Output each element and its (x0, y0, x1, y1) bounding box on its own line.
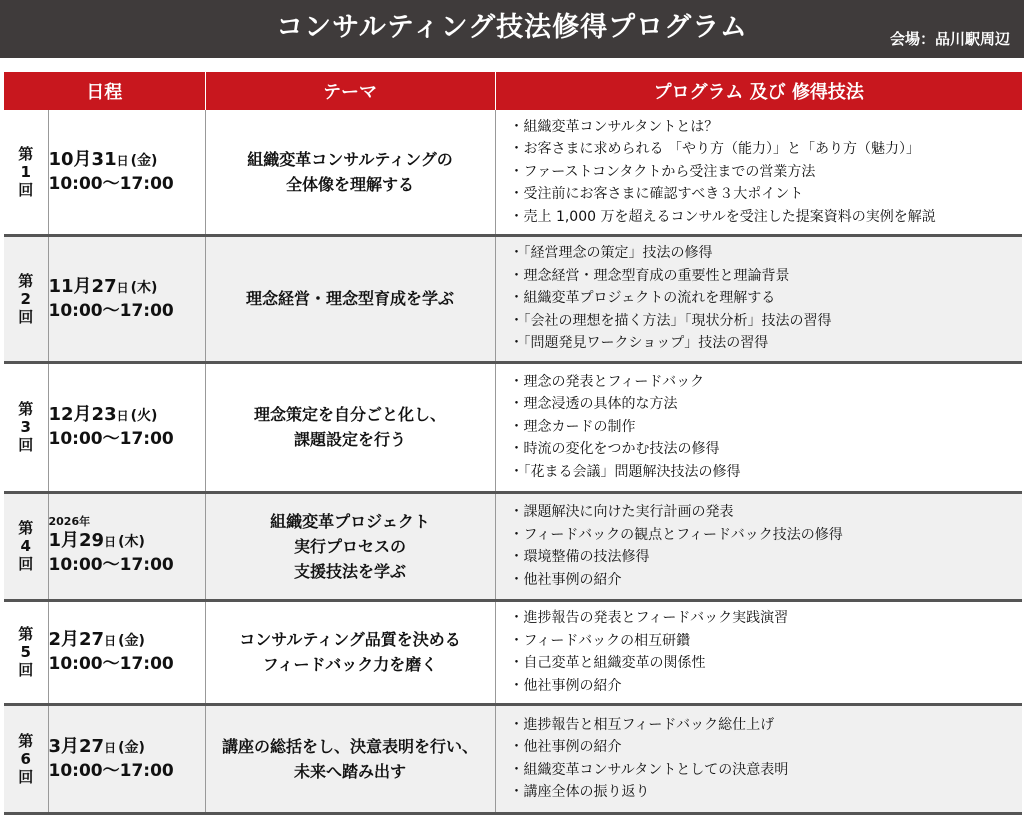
table-row (4, 110, 1022, 235)
session-label-char: 回 (18, 767, 34, 786)
date-weekday: (火) (130, 408, 158, 424)
program-list (496, 501, 1023, 591)
date-day (49, 735, 205, 760)
page-title: コンサルティング技法修得プログラム (276, 12, 748, 43)
session-date (48, 362, 205, 492)
list-item: ・ファーストコンタクトから受注までの営業方法 (509, 163, 816, 180)
session-label-char: 回 (18, 661, 34, 679)
column-header-theme: テーマ (205, 72, 495, 110)
theme-line: 実行プロセスの (293, 536, 406, 556)
session-label-char: 6 (20, 749, 31, 768)
schedule-table (4, 72, 1022, 815)
date-day-unit: 日 (104, 535, 117, 549)
list-item: ・組織変革プロジェクトの流れを理解する (509, 290, 776, 307)
column-header-schedule: 日程 (4, 72, 205, 110)
session-program (495, 362, 1022, 492)
date-month-day: 2月27 (48, 629, 105, 650)
session-label-char: 4 (20, 537, 31, 555)
session-label-char: 第 (18, 625, 34, 643)
theme-line: 理念経営・理念型育成を学ぶ (245, 289, 454, 308)
session-theme (205, 362, 495, 492)
list-item: ・フィードバックの観点とフィードバック技法の修得 (509, 526, 843, 543)
table-header-row (4, 72, 1022, 110)
column-header-program: プログラム 及び 修得技法 (495, 72, 1022, 110)
theme-line: 講座の総括をし、決意表明を行い、 (221, 736, 478, 756)
session-label-char: 回 (18, 307, 34, 326)
session-date (48, 110, 205, 235)
date-month-day: 1月29 (48, 530, 105, 551)
date-day-unit: 日 (104, 740, 117, 755)
date-day-unit: 日 (104, 634, 117, 648)
session-label-char: 第 (18, 144, 34, 163)
session-label-char: 第 (18, 731, 34, 750)
session-time: 10:00～17:00 (48, 429, 174, 449)
list-item: ・理念の発表とフィードバック (509, 373, 705, 390)
session-label-char: 回 (18, 436, 34, 454)
session-label-char: 第 (18, 400, 34, 418)
session-label-char: 5 (20, 643, 31, 661)
list-item: ・受注前にお客さまに確認すべき３大ポイント (509, 186, 804, 202)
date-day (49, 403, 205, 428)
session-label-char: 回 (18, 180, 34, 199)
list-item: ・講座全体の振り返り (509, 784, 650, 800)
theme-line: 支援技法を学ぶ (293, 561, 406, 581)
session-program (495, 235, 1022, 362)
session-program (495, 704, 1022, 813)
session-time: 10:00～17:00 (48, 654, 174, 674)
session-label-char: 3 (20, 418, 31, 436)
session-program (495, 492, 1022, 600)
table-row (4, 600, 1022, 704)
program-list (496, 607, 1023, 697)
list-item: ・進捗報告と相互フィードバック総仕上げ (509, 716, 775, 733)
session-theme (205, 600, 495, 704)
program-list (496, 242, 1023, 355)
list-item: ・「経営理念の策定」技法の修得 (509, 245, 713, 262)
date-day (49, 529, 205, 554)
program-list (496, 714, 1023, 804)
session-theme (205, 492, 495, 600)
session-time: 10:00～17:00 (48, 173, 174, 194)
session-number (4, 362, 48, 492)
program-list (496, 371, 1023, 484)
list-item: ・環境整備の技法修得 (509, 549, 650, 565)
date-year: 2026年 (48, 515, 91, 528)
list-item: ・進捗報告の発表とフィードバック実践演習 (509, 610, 789, 626)
list-item: ・他社事例の紹介 (509, 571, 622, 588)
list-item: ・理念経営・理念型育成の重要性と理論背景 (509, 267, 790, 284)
list-item: ・お客さまに求められる 「やり方（能力）」と「あり方（魅力）」 (509, 141, 920, 157)
session-number (4, 600, 48, 704)
list-item: ・他社事例の紹介 (509, 677, 622, 694)
table-row (4, 704, 1022, 813)
list-item: ・売上 1,000 万を超えるコンサルを受注した提案資料の実例を解説 (509, 208, 936, 225)
list-item: ・組織変革コンサルタントとは？ (509, 118, 719, 135)
theme-line: コンサルティング品質を決める (239, 630, 461, 649)
date-weekday: (金) (130, 152, 158, 169)
theme-line: フィードバック力を磨く (262, 655, 438, 674)
list-item: ・理念カードの制作 (509, 418, 636, 435)
session-time: 10:00～17:00 (48, 760, 174, 781)
date-weekday: (木) (130, 279, 158, 296)
theme-line: 組織変革コンサルティングの (247, 149, 453, 169)
session-number (4, 235, 48, 362)
theme-line: 理念策定を自分ごと化し、 (253, 405, 446, 424)
date-weekday: (木) (118, 534, 145, 550)
session-time: 10:00～17:00 (48, 555, 174, 575)
theme-line: 未来へ踏み出す (293, 761, 406, 781)
venue-label: 会場：品川駅周辺 (889, 30, 1010, 48)
session-date (48, 704, 205, 813)
list-item: ・他社事例の紹介 (509, 739, 622, 755)
session-label-char: 2 (20, 289, 31, 308)
table-body (4, 110, 1022, 813)
date-day (49, 148, 205, 173)
title-bar (0, 0, 1024, 58)
date-day-unit: 日 (116, 280, 129, 295)
session-time: 10:00～17:00 (48, 300, 174, 321)
session-number (4, 110, 48, 235)
session-label-char: 回 (18, 555, 34, 573)
session-label-char: 第 (18, 519, 34, 537)
session-number (4, 492, 48, 600)
list-item: ・組織変革コンサルタントとしての決意表明 (509, 761, 789, 778)
program-list (496, 116, 1023, 229)
date-day-unit: 日 (116, 153, 129, 168)
list-item: ・フィードバックの相互研鑽 (509, 632, 691, 649)
session-label-char: 1 (20, 162, 31, 181)
list-item: ・理念浸透の具体的な方法 (509, 396, 678, 413)
session-number (4, 704, 48, 813)
session-date (48, 492, 205, 600)
date-month-day: 3月27 (48, 735, 105, 757)
date-month-day: 12月23 (48, 404, 117, 425)
date-day-unit: 日 (116, 409, 129, 423)
session-theme (205, 235, 495, 362)
session-date (48, 600, 205, 704)
date-weekday: (金) (118, 739, 145, 756)
session-theme (205, 110, 495, 235)
list-item: ・「花まる会議」問題解決技法の修得 (509, 463, 741, 480)
list-item: ・自己変革と組織変革の関係性 (509, 655, 706, 671)
list-item: ・時流の変化をつかむ技法の修得 (509, 441, 720, 458)
session-date (48, 235, 205, 362)
table-row (4, 362, 1022, 492)
date-month-day: 10月31 (48, 148, 117, 170)
date-month-day: 11月27 (48, 275, 117, 297)
list-item: ・「問題発見ワークショップ」技法の習得 (509, 335, 769, 352)
session-label-char: 第 (18, 271, 34, 290)
table-row (4, 492, 1022, 600)
theme-line: 全体像を理解する (285, 174, 414, 194)
theme-line: 課題設定を行う (293, 430, 406, 449)
date-day (49, 275, 205, 300)
table-row (4, 235, 1022, 362)
date-day (49, 628, 205, 653)
list-item: ・課題解決に向けた実行計画の発表 (509, 504, 734, 520)
session-theme (205, 704, 495, 813)
date-weekday: (金) (118, 633, 145, 649)
list-item: ・「会社の理想を描く方法」「現状分析」技法の習得 (509, 312, 832, 329)
session-program (495, 110, 1022, 235)
session-program (495, 600, 1022, 704)
theme-line: 組織変革プロジェクト (270, 511, 430, 531)
